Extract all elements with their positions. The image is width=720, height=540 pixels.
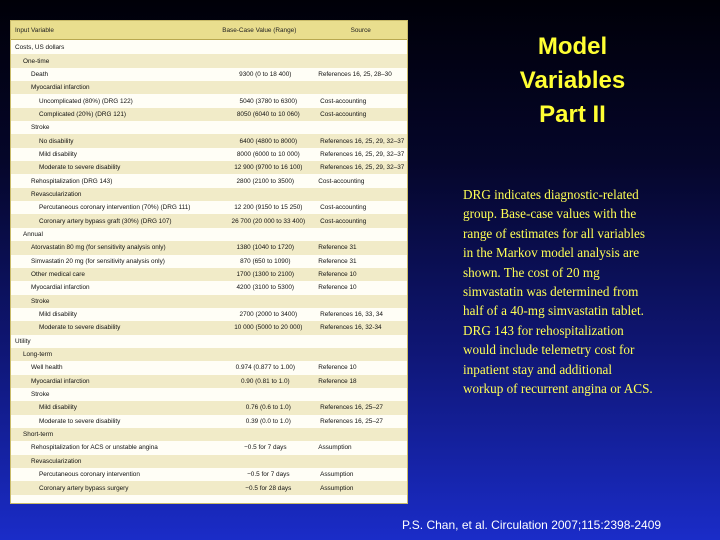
row-variable: Revascularization bbox=[31, 457, 82, 465]
row-variable: Percutaneous coronary intervention bbox=[39, 471, 140, 479]
header-source: Source bbox=[350, 26, 371, 34]
table-row bbox=[11, 148, 407, 161]
row-source: Cost-accounting bbox=[320, 217, 367, 225]
table-row bbox=[11, 441, 407, 454]
row-value: −0.5 for 28 days bbox=[245, 484, 292, 492]
description-line: range of estimates for all variables bbox=[463, 225, 645, 241]
table-row bbox=[11, 401, 407, 414]
row-variable: Percutaneous coronary intervention (70%) (DRG 111) bbox=[39, 204, 191, 212]
table-row bbox=[11, 201, 407, 214]
table-row bbox=[11, 68, 407, 81]
table-row bbox=[11, 188, 407, 201]
row-source: Assumption bbox=[320, 484, 354, 492]
row-variable: Stroke bbox=[31, 297, 50, 305]
table-row bbox=[11, 455, 407, 468]
table-row bbox=[11, 481, 407, 494]
row-variable: Stroke bbox=[31, 391, 50, 399]
row-source: References 16, 32-34 bbox=[320, 324, 382, 332]
row-value: 8000 (6000 to 10 000) bbox=[236, 150, 300, 158]
description-text bbox=[463, 185, 703, 398]
row-source: Assumption bbox=[318, 444, 352, 452]
row-variable: Well health bbox=[31, 364, 63, 372]
title-line: Variables bbox=[519, 67, 626, 94]
row-variable: Myocardial infarction bbox=[31, 284, 90, 292]
row-value: 9300 (0 to 18 400) bbox=[239, 70, 292, 78]
slide-title bbox=[470, 30, 675, 132]
row-variable: Short-term bbox=[23, 431, 54, 439]
table-row bbox=[11, 375, 407, 388]
row-variable: Atorvastatin 80 mg (for sensitivity analysis only) bbox=[31, 244, 166, 252]
row-variable: Myocardial infarction bbox=[31, 377, 90, 385]
model-variables-table bbox=[10, 20, 408, 504]
row-source: Cost-accounting bbox=[318, 177, 365, 185]
description-line: inpatient stay and additional bbox=[463, 361, 613, 377]
table-row bbox=[11, 335, 407, 348]
row-variable: Complicated (20%) (DRG 121) bbox=[39, 110, 127, 118]
description-line: group. Base-case values with the bbox=[463, 206, 637, 222]
row-source: Reference 18 bbox=[318, 377, 357, 385]
row-value: 0.76 (0.6 to 1.0) bbox=[245, 404, 291, 412]
row-value: 5040 (3780 to 6300) bbox=[239, 97, 298, 105]
title-line: Model bbox=[537, 33, 608, 60]
description-line: in the Markov model analysis are bbox=[463, 245, 640, 261]
row-variable: Moderate to severe disability bbox=[39, 417, 121, 425]
row-variable: Other medical care bbox=[31, 271, 85, 279]
table-row bbox=[11, 214, 407, 227]
row-source: References 16, 25–27 bbox=[320, 417, 383, 425]
table-row bbox=[11, 41, 407, 54]
row-source: References 16, 25, 29, 32–37 bbox=[320, 150, 405, 158]
table-row bbox=[11, 295, 407, 308]
row-value: 2700 (2000 to 3400) bbox=[239, 311, 298, 319]
row-value: 1380 (1040 to 1720) bbox=[236, 244, 295, 252]
table-row bbox=[11, 121, 407, 134]
table-row bbox=[11, 161, 407, 174]
row-variable: No disability bbox=[39, 137, 74, 145]
description-line: simvastatin was determined from bbox=[463, 284, 639, 300]
table-body bbox=[11, 40, 407, 495]
table-row bbox=[11, 388, 407, 401]
row-variable: Annual bbox=[23, 230, 43, 238]
row-value: 0.39 (0.0 to 1.0) bbox=[245, 417, 291, 425]
row-variable: Utility bbox=[15, 337, 31, 345]
row-variable: Coronary artery bypass graft (30%) (DRG 107) bbox=[39, 217, 172, 225]
table-row bbox=[11, 268, 407, 281]
row-source: References 16, 25–27 bbox=[320, 404, 383, 412]
row-value: 8050 (6040 to 10 060) bbox=[236, 110, 300, 118]
row-variable: Moderate to severe disability bbox=[39, 324, 121, 332]
row-source: Assumption bbox=[320, 471, 354, 479]
row-variable: Death bbox=[31, 70, 49, 78]
row-value: 26 700 (20 000 to 33 400) bbox=[231, 217, 306, 225]
row-value: 870 (650 to 1090) bbox=[240, 257, 291, 265]
table-row bbox=[11, 174, 407, 187]
description-line: shown. The cost of 20 mg bbox=[463, 264, 600, 280]
row-value: 10 000 (5000 to 20 000) bbox=[234, 324, 303, 332]
table-row bbox=[11, 348, 407, 361]
table-row bbox=[11, 428, 407, 441]
row-source: Cost-accounting bbox=[320, 97, 367, 105]
table-row bbox=[11, 361, 407, 374]
row-variable: Mild disability bbox=[39, 150, 78, 158]
row-source: References 16, 25, 29, 32–37 bbox=[320, 164, 405, 172]
row-variable: Rehospitalization (DRG 143) bbox=[31, 177, 113, 185]
row-value: 6400 (4800 to 8000) bbox=[239, 137, 298, 145]
row-source: Reference 10 bbox=[318, 284, 357, 292]
citation: P.S. Chan, et al. Circulation 2007;115:2398-2409 bbox=[402, 518, 662, 532]
header-input-variable: Input Variable bbox=[15, 26, 54, 34]
row-variable: Simvastatin 20 mg (for sensitivity analysis only) bbox=[31, 257, 165, 265]
title-line: Part II bbox=[539, 101, 606, 128]
table-row bbox=[11, 415, 407, 428]
table-row bbox=[11, 468, 407, 481]
row-value: −0.5 for 7 days bbox=[244, 444, 287, 452]
row-variable: One-time bbox=[23, 57, 50, 65]
row-source: References 16, 25, 29, 32–37 bbox=[320, 137, 405, 145]
header-base-case-value: Base-Case Value (Range) bbox=[222, 26, 297, 34]
row-value: −0.5 for 7 days bbox=[247, 471, 290, 479]
row-variable: Moderate to severe disability bbox=[39, 164, 121, 172]
row-source: Cost-accounting bbox=[320, 204, 367, 212]
table-row bbox=[11, 255, 407, 268]
table-header bbox=[11, 21, 407, 40]
table-row bbox=[11, 108, 407, 121]
table-row bbox=[11, 321, 407, 334]
row-value: 1700 (1300 to 2100) bbox=[236, 271, 295, 279]
row-source: Reference 10 bbox=[318, 364, 357, 372]
table-row bbox=[11, 54, 407, 67]
row-variable: Uncomplicated (80%) (DRG 122) bbox=[39, 97, 133, 105]
row-value: 4200 (3100 to 5300) bbox=[236, 284, 295, 292]
row-variable: Coronary artery bypass surgery bbox=[39, 484, 129, 492]
description-line: half of a 40-mg simvastatin tablet. bbox=[463, 303, 644, 319]
table-row bbox=[11, 281, 407, 294]
row-variable: Mild disability bbox=[39, 404, 78, 412]
row-source: Cost-accounting bbox=[320, 110, 367, 118]
description-line: would include telemetry cost for bbox=[463, 342, 635, 358]
row-variable: Long-term bbox=[23, 351, 53, 359]
row-variable: Costs, US dollars bbox=[15, 44, 65, 52]
row-variable: Myocardial infarction bbox=[31, 84, 90, 92]
table-row bbox=[11, 134, 407, 147]
row-variable: Revascularization bbox=[31, 190, 82, 198]
table-row bbox=[11, 241, 407, 254]
table-row bbox=[11, 81, 407, 94]
row-source: Reference 31 bbox=[318, 244, 357, 252]
row-value: 12 200 (9150 to 15 250) bbox=[234, 204, 303, 212]
row-source: Reference 31 bbox=[318, 257, 357, 265]
row-value: 2800 (2100 to 3500) bbox=[236, 177, 295, 185]
table-row bbox=[11, 308, 407, 321]
row-variable: Rehospitalization for ACS or unstable angina bbox=[31, 444, 158, 452]
row-source: References 16, 33, 34 bbox=[320, 311, 383, 319]
description-line: DRG indicates diagnostic-related bbox=[463, 187, 639, 202]
table-row bbox=[11, 228, 407, 241]
description-line: DRG 143 for rehospitalization bbox=[463, 322, 624, 338]
row-source: References 16, 25, 28–30 bbox=[318, 70, 392, 78]
row-value: 0.90 (0.81 to 1.0) bbox=[240, 377, 290, 385]
row-variable: Stroke bbox=[31, 124, 50, 132]
row-value: 12 900 (9700 to 16 100) bbox=[234, 164, 303, 172]
row-source: Reference 10 bbox=[318, 271, 357, 279]
row-variable: Mild disability bbox=[39, 311, 78, 319]
row-value: 0.974 (0.877 to 1.00) bbox=[235, 364, 295, 372]
table-row bbox=[11, 94, 407, 107]
description-line: workup of recurrent angina or ACS. bbox=[463, 381, 653, 397]
